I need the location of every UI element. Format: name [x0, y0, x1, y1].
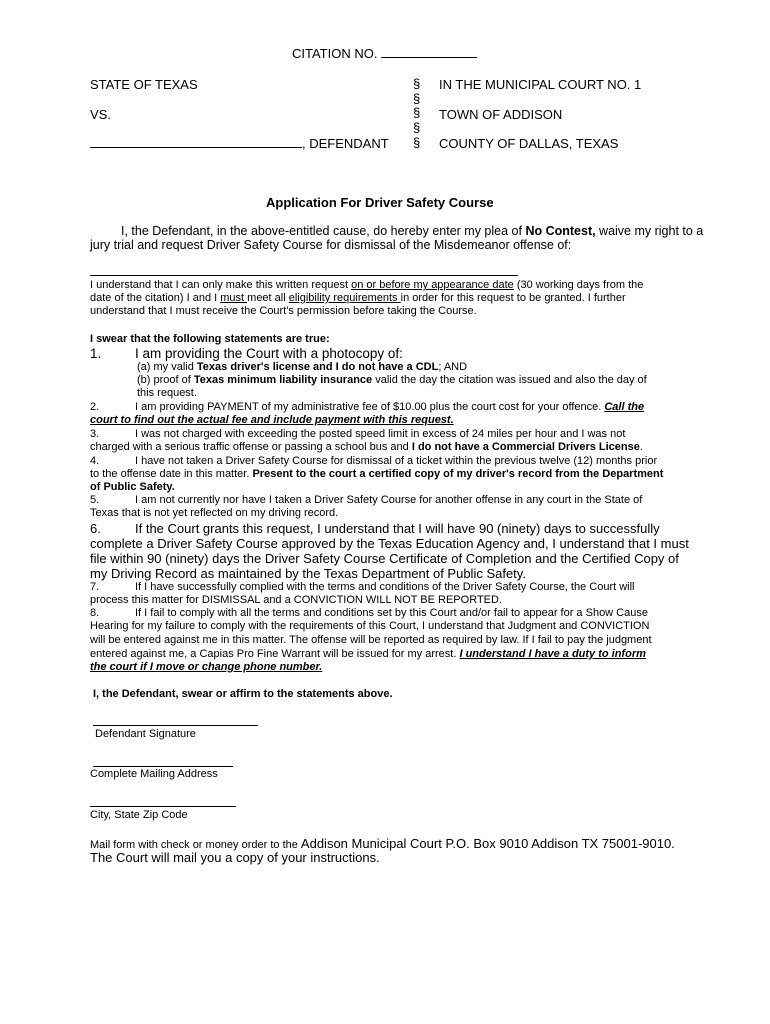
mailing-address-line[interactable] — [93, 766, 233, 767]
understand-text: (30 working days from the — [513, 279, 644, 291]
document-title: Application For Driver Safety Course — [266, 195, 494, 210]
defendant-line — [90, 136, 389, 151]
duty-to-inform-text: I understand I have a duty to inform — [459, 648, 646, 660]
mail-text: Mail form with check or money order to the — [90, 839, 301, 851]
swear-heading: I swear that the following statements are true: — [90, 333, 330, 345]
item-8-cont-2: will be entered against me in this matter. The offense will be reported as required by law. If I fail to pay the judgment — [90, 634, 652, 646]
item-text: If I have successfully complied with the terms and conditions of the Driver Safety Course, the Court will — [135, 581, 635, 593]
understand-line-1 — [90, 279, 643, 292]
citation-blank[interactable] — [381, 46, 477, 58]
understand-line-3: understand that I must receive the Court's permission before taking the Course. — [90, 305, 477, 317]
understand-text: meet all — [247, 292, 289, 304]
item-text: ; AND — [438, 361, 468, 373]
defendant-signature-line[interactable] — [93, 725, 258, 726]
item-number: 6. — [90, 521, 101, 536]
item-8-cont-3 — [90, 648, 646, 661]
license-text: Texas driver's license and I do not have a CDL — [196, 361, 439, 373]
intro-text-rest: waive my right to a — [595, 224, 704, 238]
section-marks — [413, 77, 420, 151]
item-1b — [137, 374, 647, 387]
no-contest-text: No Contest, — [525, 224, 596, 238]
eligibility-text: eligibility requirements — [288, 292, 401, 304]
item-number: 3. — [90, 428, 100, 440]
item-7-cont: process this matter for DISMISSAL and a CONVICTION WILL NOT BE REPORTED. — [90, 594, 503, 606]
item-4 — [90, 455, 657, 468]
mailing-address-label: Complete Mailing Address — [90, 768, 218, 780]
must-text: must — [220, 292, 248, 304]
item-1a — [137, 361, 467, 374]
state-label: STATE OF TEXAS — [90, 77, 198, 92]
defendant-signature-label: Defendant Signature — [95, 728, 196, 740]
appearance-date-text: on or before my appearance date — [351, 279, 514, 291]
city-state-zip-line[interactable] — [90, 806, 236, 807]
item-6-cont-1: complete a Driver Safety Course approved by the Texas Education Agency and, I understand that I must — [90, 536, 689, 551]
item-text: . — [639, 441, 643, 453]
citation-number — [292, 46, 477, 61]
item-3-cont — [90, 441, 643, 454]
mail-instructions-2: The Court will mail you a copy of your instructions. — [90, 850, 380, 865]
section-mark: § — [413, 134, 421, 150]
item-text: I am providing the Court with a photocopy of: — [135, 346, 403, 361]
item-number: 7. — [90, 581, 100, 593]
item-text: If the Court grants this request, I understand that I will have 90 (ninety) days to successfully — [135, 521, 660, 536]
item-text: entered against me, a Capias Pro Fine Warrant will be issued for my arrest. — [90, 648, 460, 660]
item-1b-cont: this request. — [137, 387, 197, 399]
item-text: to the offense date in this matter. — [90, 468, 253, 480]
town-label: TOWN OF ADDISON — [439, 107, 563, 122]
item-2 — [90, 401, 644, 414]
item-text: (a) my valid — [137, 361, 197, 373]
item-text: (b) proof of — [137, 374, 194, 386]
item-number: 1. — [90, 346, 102, 361]
item-8 — [90, 607, 648, 620]
item-4-cont-2: of Public Safety. — [90, 481, 175, 493]
driver-record-text: Present to the court a certified copy of my driver's record from the Department — [252, 468, 664, 480]
item-5 — [90, 494, 642, 507]
defendant-blank[interactable] — [90, 136, 302, 148]
understand-text: I understand that I can only make this written request — [90, 279, 352, 291]
court-label: IN THE MUNICIPAL COURT NO. 1 — [439, 77, 642, 92]
defendant-label: , DEFENDANT — [302, 136, 389, 151]
vs-label: VS. — [90, 107, 111, 122]
affirm-statement: I, the Defendant, swear or affirm to the statements above. — [93, 688, 393, 700]
item-4-cont — [90, 468, 663, 481]
item-number: 5. — [90, 494, 100, 506]
court-address: Addison Municipal Court P.O. Box 9010 Addison TX 75001-9010. — [300, 836, 675, 851]
item-3 — [90, 428, 625, 441]
understand-text: date of the citation) I and I — [90, 292, 221, 304]
item-text: I am providing PAYMENT of my administrative fee of $10.00 plus the court cost for your offence. — [135, 401, 605, 413]
item-number: 2. — [90, 401, 100, 413]
section-mark: § — [413, 120, 421, 136]
item-6-cont-3: my Driving Record as maintained by the Texas Department of Public Safety. — [90, 566, 526, 581]
intro-line-1 — [121, 224, 703, 239]
item-5-cont: Texas that is not yet reflected on my driving record. — [90, 507, 339, 519]
item-8-cont-1: Hearing for my failure to comply with the requirements of this Court, I understand that Judgment and CONVICTION — [90, 620, 650, 632]
item-2-cont: court to find out the actual fee and include payment with this request. — [90, 414, 454, 426]
item-text: I was not charged with exceeding the posted speed limit in excess of 24 miles per hour and I was not — [135, 428, 626, 440]
item-6 — [90, 521, 660, 536]
county-label: COUNTY OF DALLAS, TEXAS — [439, 136, 619, 151]
item-text: charged with a serious traffic offense or passing a school bus and — [90, 441, 412, 453]
item-text: If I fail to comply with all the terms and conditions set by this Court and/or fail to appear for a Show Cause — [135, 607, 648, 619]
section-mark: § — [413, 76, 421, 91]
item-6-cont-2: file within 90 (ninety) days the Driver Safety Course Certificate of Completion and the Certified Copy of — [90, 551, 679, 566]
understand-text: in order for this request to be granted. I further — [400, 292, 626, 304]
city-state-zip-label: City, State Zip Code — [90, 809, 188, 821]
item-number: 4. — [90, 455, 100, 467]
item-1 — [90, 346, 403, 361]
item-text: I have not taken a Driver Safety Course for dismissal of a ticket within the previous twelve (12) months prior — [135, 455, 658, 467]
section-mark: § — [413, 105, 421, 121]
item-7 — [90, 581, 635, 594]
intro-text: I, the Defendant, in the above-entitled cause, do hereby enter my plea of — [121, 224, 526, 238]
item-text: I am not currently nor have I taken a Driver Safety Course for another offense in any court in the State of — [135, 494, 643, 506]
item-8-cont-4: the court if I move or change phone number. — [90, 661, 323, 673]
offense-blank-line[interactable] — [90, 275, 518, 276]
citation-label: CITATION NO. — [292, 46, 378, 61]
intro-line-2: jury trial and request Driver Safety Course for dismissal of the Misdemeanor offense of: — [90, 238, 572, 252]
item-text: valid the day the citation was issued and also the day of — [372, 374, 647, 386]
section-mark: § — [413, 90, 421, 106]
item-number: 8. — [90, 607, 100, 619]
insurance-text: Texas minimum liability insurance — [193, 374, 373, 386]
call-court-text: Call the — [604, 401, 645, 413]
understand-line-2 — [90, 292, 626, 305]
cdl-text: I do not have a Commercial Drivers License — [411, 441, 640, 453]
